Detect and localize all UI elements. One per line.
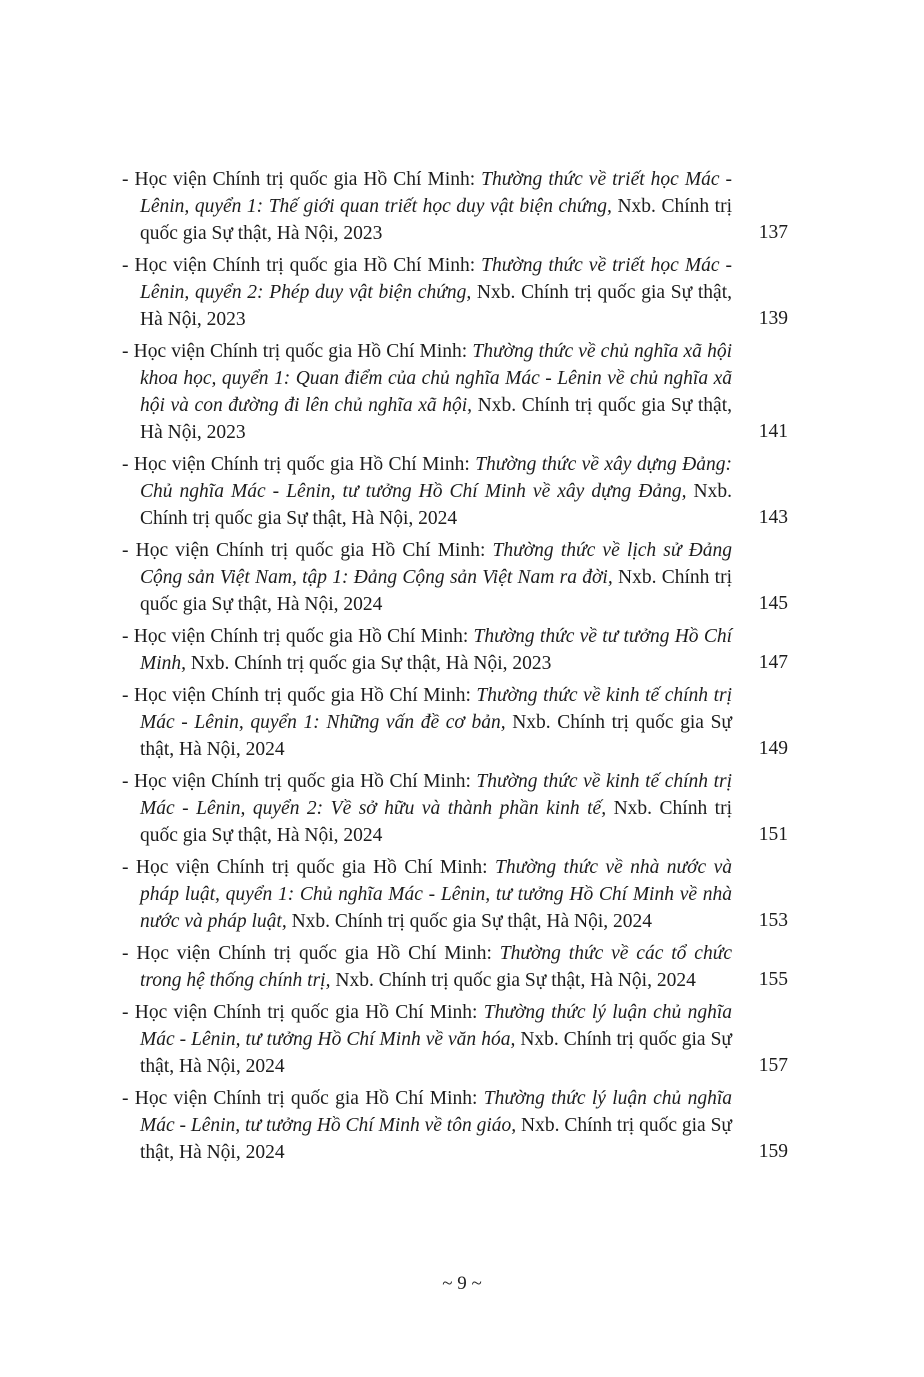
- bibliography-entry: [122, 166, 788, 247]
- bibliography-entry: [122, 451, 788, 532]
- entry-title: Thường thức về triết học Mác - Lênin, quyển 1: Thế giới quan triết học duy vật biện chứng,: [140, 169, 732, 217]
- bibliography-entry: [122, 682, 788, 763]
- entry-page-number: 143: [758, 507, 788, 528]
- entry-text: [122, 166, 732, 247]
- entry-text: [122, 1085, 732, 1166]
- entry-publisher: Nxb. Chính trị quốc gia Sự thật, Hà Nội, 2024: [140, 1029, 732, 1077]
- entry-page-number: 151: [758, 824, 788, 845]
- entry-title: Thường thức lý luận chủ nghĩa Mác - Lênin, tư tưởng Hồ Chí Minh về tôn giáo,: [140, 1088, 732, 1136]
- entry-publisher: Nxb. Chính trị quốc gia Sự thật, Hà Nội, 2024: [286, 911, 653, 932]
- entry-page-number: 141: [758, 421, 788, 442]
- entry-page-number: 145: [758, 593, 788, 614]
- entry-lead: - Học viện Chính trị quốc gia Hồ Chí Minh:: [122, 255, 482, 276]
- bibliography-entry: [122, 537, 788, 618]
- bibliography-list: [122, 166, 788, 1171]
- entry-title: Thường thức về chủ nghĩa xã hội khoa học, quyển 1: Quan điểm của chủ nghĩa Mác - Lênin về chủ nghĩa xã hội và con đường đi lên chủ nghĩa xã hội,: [140, 341, 732, 416]
- entry-publisher: Nxb. Chính trị quốc gia Sự thật, Hà Nội, 2024: [140, 567, 732, 615]
- entry-title: Thường thức lý luận chủ nghĩa Mác - Lênin, tư tưởng Hồ Chí Minh về văn hóa,: [140, 1002, 732, 1050]
- entry-page-number: 149: [758, 738, 788, 759]
- entry-lead: - Học viện Chính trị quốc gia Hồ Chí Minh:: [122, 1002, 484, 1023]
- entry-title: Thường thức về nhà nước và pháp luật, quyển 1: Chủ nghĩa Mác - Lênin, tư tưởng Hồ Chí Minh về nhà nước và pháp luật,: [140, 857, 732, 932]
- entry-title: Thường thức về xây dựng Đảng: Chủ nghĩa Mác - Lênin, tư tưởng Hồ Chí Minh về xây dựng Đảng,: [140, 454, 732, 502]
- entry-publisher: Nxb. Chính trị quốc gia Sự thật, Hà Nội, 2023: [140, 196, 732, 244]
- bibliography-entry: [122, 940, 788, 994]
- entry-text: [122, 338, 732, 446]
- entry-text: [122, 682, 732, 763]
- entry-publisher: Nxb. Chính trị quốc gia Sự thật, Hà Nội, 2023: [140, 282, 732, 330]
- entry-publisher: Nxb. Chính trị quốc gia Sự thật, Hà Nội, 2023: [186, 653, 552, 674]
- entry-publisher: Nxb. Chính trị quốc gia Sự thật, Hà Nội, 2024: [140, 1115, 732, 1163]
- entry-title: Thường thức về tư tưởng Hồ Chí Minh,: [140, 626, 732, 674]
- bibliography-entry: [122, 768, 788, 849]
- entry-publisher: Nxb. Chính trị quốc gia Sự thật, Hà Nội, 2024: [140, 712, 732, 760]
- entry-lead: - Học viện Chính trị quốc gia Hồ Chí Minh:: [122, 341, 473, 362]
- bibliography-entry: [122, 252, 788, 333]
- entry-text: [122, 252, 732, 333]
- entry-page-number: 147: [758, 652, 788, 673]
- bibliography-entry: [122, 338, 788, 446]
- entry-publisher: Nxb. Chính trị quốc gia Sự thật, Hà Nội, 2024: [140, 481, 732, 529]
- entry-text: [122, 854, 732, 935]
- entry-lead: - Học viện Chính trị quốc gia Hồ Chí Minh:: [122, 943, 500, 964]
- bibliography-entry: [122, 1085, 788, 1166]
- entry-publisher: Nxb. Chính trị quốc gia Sự thật, Hà Nội, 2024: [140, 798, 733, 846]
- entry-lead: - Học viện Chính trị quốc gia Hồ Chí Minh:: [122, 771, 477, 792]
- entry-title: Thường thức về kinh tế chính trị Mác - Lênin, quyển 1: Những vấn đề cơ bản,: [140, 685, 732, 733]
- entry-publisher: Nxb. Chính trị quốc gia Sự thật, Hà Nội, 2024: [330, 970, 696, 991]
- entry-text: [122, 940, 732, 994]
- entry-text: [122, 623, 732, 677]
- entry-publisher: Nxb. Chính trị quốc gia Sự thật, Hà Nội, 2023: [140, 395, 732, 443]
- entry-text: [122, 451, 732, 532]
- entry-title: Thường thức về kinh tế chính trị Mác - Lênin, quyển 2: Về sở hữu và thành phần kinh tế,: [140, 771, 732, 819]
- entry-page-number: 155: [758, 969, 788, 990]
- bibliography-entry: [122, 999, 788, 1080]
- entry-page-number: 139: [758, 308, 788, 329]
- entry-title: Thường thức về các tổ chức trong hệ thống chính trị,: [140, 943, 732, 991]
- entry-text: [122, 537, 732, 618]
- page-number-footer: ~ 9 ~: [442, 1273, 482, 1294]
- entry-page-number: 153: [758, 910, 788, 931]
- entry-lead: - Học viện Chính trị quốc gia Hồ Chí Minh:: [122, 857, 495, 878]
- entry-lead: - Học viện Chính trị quốc gia Hồ Chí Minh:: [122, 454, 476, 475]
- bibliography-entry: [122, 854, 788, 935]
- entry-title: Thường thức về lịch sử Đảng Cộng sản Việt Nam, tập 1: Đảng Cộng sản Việt Nam ra đời,: [140, 540, 733, 588]
- entry-title: Thường thức về triết học Mác - Lênin, quyển 2: Phép duy vật biện chứng,: [140, 255, 732, 303]
- entry-page-number: 159: [758, 1141, 788, 1162]
- bibliography-entry: [122, 623, 788, 677]
- entry-lead: - Học viện Chính trị quốc gia Hồ Chí Minh:: [122, 169, 482, 190]
- entry-text: [122, 768, 732, 849]
- entry-page-number: 157: [758, 1055, 788, 1076]
- entry-text: [122, 999, 732, 1080]
- entry-lead: - Học viện Chính trị quốc gia Hồ Chí Minh:: [122, 1088, 484, 1109]
- entry-lead: - Học viện Chính trị quốc gia Hồ Chí Minh:: [122, 540, 493, 561]
- entry-lead: - Học viện Chính trị quốc gia Hồ Chí Minh:: [122, 685, 477, 706]
- entry-lead: - Học viện Chính trị quốc gia Hồ Chí Minh:: [122, 626, 474, 647]
- entry-page-number: 137: [758, 222, 788, 243]
